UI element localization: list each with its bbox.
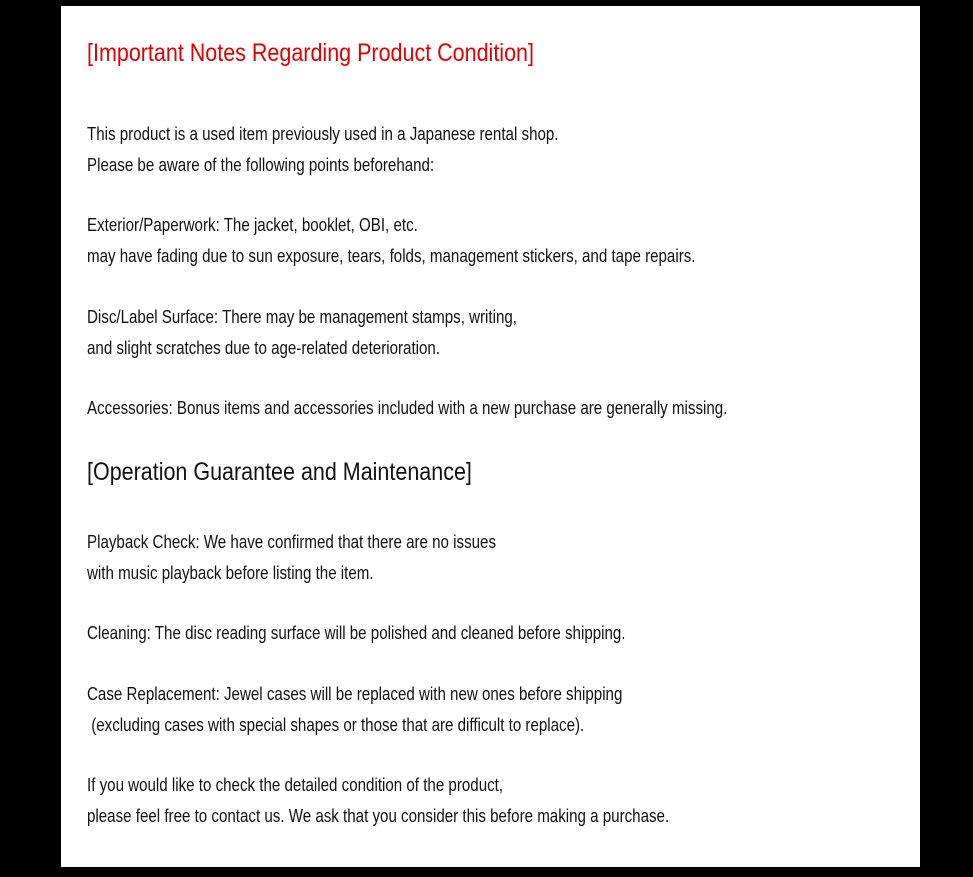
text-line: If you would like to check the detailed condition of the product, (87, 775, 504, 795)
text-line: Exterior/Paperwork: The jacket, booklet, OBI, etc. (87, 215, 418, 235)
operation-guarantee-heading: [Operation Guarantee and Maintenance] (87, 458, 472, 486)
playback-check-paragraph (87, 527, 496, 588)
accessories-paragraph (87, 393, 727, 424)
text-line: with music playback before listing the item. (87, 562, 374, 583)
text-line: Please be aware of the following points beforehand: (87, 154, 435, 175)
case-replacement-paragraph (87, 679, 622, 740)
cleaning-paragraph (87, 618, 626, 649)
text-line: and slight scratches due to age-related deterioration. (87, 337, 441, 358)
contact-us-paragraph (87, 770, 669, 831)
rental-used-item-paragraph (87, 119, 559, 180)
text-line: Playback Check: We have confirmed that there are no issues (87, 532, 497, 552)
text-line: Case Replacement: Jewel cases will be replaced with new ones before shipping (87, 684, 623, 704)
text-line: please feel free to contact us. We ask that you consider this before making a purchase. (87, 805, 670, 826)
text-line: Disc/Label Surface: There may be management stamps, writing, (87, 307, 518, 327)
text-line: Cleaning: The disc reading surface will be polished and cleaned before shipping. (87, 623, 626, 643)
text-line: (excluding cases with special shapes or those that are difficult to replace). (87, 714, 585, 735)
disc-label-surface-paragraph (87, 302, 517, 363)
text-line: Accessories: Bonus items and accessories included with a new purchase are generally missing. (87, 398, 728, 418)
text-line: may have fading due to sun exposure, tears, folds, management stickers, and tape repairs. (87, 245, 696, 266)
exterior-paperwork-paragraph (87, 210, 696, 271)
condition-notes-heading: [Important Notes Regarding Product Condition] (87, 39, 534, 67)
notice-card (61, 6, 920, 867)
text-line: This product is a used item previously used in a Japanese rental shop. (87, 124, 559, 144)
